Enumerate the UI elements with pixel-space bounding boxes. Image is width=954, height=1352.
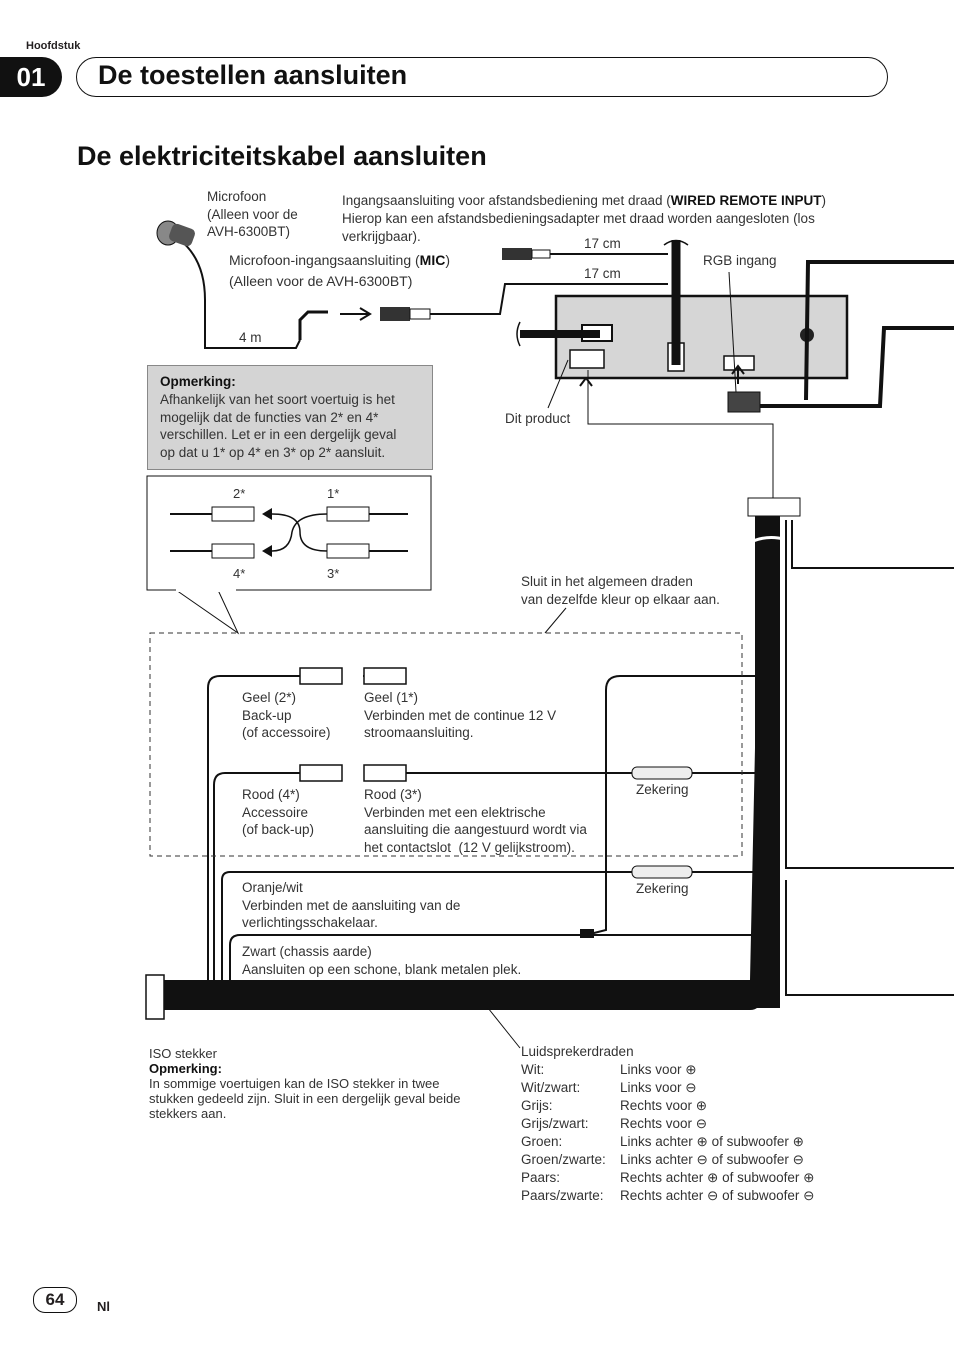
connector-1-label: 1* — [327, 486, 340, 501]
speaker-wire-desc: Links voor ⊖ — [620, 1080, 697, 1095]
wired-remote-desc: Hierop kan een afstandsbedieningsadapter met draad worden aangesloten (los verkrijgbaar). — [342, 211, 815, 244]
microphone-label: Microfoon (Alleen voor de AVH-6300BT) — [207, 189, 298, 239]
speaker-wire-color: Wit: — [521, 1062, 545, 1077]
length-4m: 4 m — [239, 330, 262, 345]
speaker-wire-row — [521, 1187, 814, 1205]
language-code: Nl — [97, 1299, 110, 1314]
speaker-wire-color: Paars/zwarte: — [521, 1188, 604, 1203]
iso-note-text: In sommige voertuigen kan de ISO stekker in twee stukken gedeeld zijn. Sluit in een dergelijk geval beide stekkers aan. — [149, 1076, 461, 1121]
connector-3-label: 3* — [327, 566, 340, 581]
length-17cm-a: 17 cm — [584, 236, 621, 251]
speaker-wire-row — [521, 1133, 814, 1151]
chapter-title: De toestellen aansluiten — [98, 60, 408, 90]
page-number: 64 — [33, 1287, 77, 1313]
mic-input-sub: (Alleen voor de AVH-6300BT) — [229, 273, 413, 289]
fuse-label-a: Zekering — [636, 782, 689, 797]
speaker-wire-row — [521, 1097, 814, 1115]
red-4-label: Rood (4*) Accessoire (of back-up) — [242, 787, 315, 837]
chapter-label: Hoofdstuk — [26, 40, 81, 52]
chapter-number: 01 — [0, 57, 62, 97]
speaker-wire-table — [521, 1061, 814, 1205]
orange-white-label: Oranje/wit Verbinden met de aansluiting van de verlichtingsschakelaar. — [242, 880, 461, 930]
yellow-2-label: Geel (2*) Back-up (of accessoire) — [242, 690, 331, 740]
speaker-wire-desc: Rechts voor ⊖ — [620, 1116, 708, 1131]
speaker-wire-row — [521, 1169, 814, 1187]
speaker-wire-desc: Links achter ⊕ of subwoofer ⊕ — [620, 1134, 804, 1149]
speaker-wire-color: Groen: — [521, 1134, 563, 1149]
speaker-wire-color: Grijs/zwart: — [521, 1116, 589, 1131]
this-product-label: Dit product — [505, 411, 571, 426]
length-17cm-b: 17 cm — [584, 266, 621, 281]
speaker-wire-row — [521, 1079, 814, 1097]
speaker-wire-row — [521, 1115, 814, 1133]
note-title: Opmerking: — [160, 374, 236, 389]
red-3-label: Rood (3*) Verbinden met een elektrische aansluiting die aangestuurd wordt via het contactslot (12 V gelijkstroom). — [364, 787, 587, 855]
iso-plug-label: ISO stekker — [149, 1046, 217, 1061]
mic-input-label: Microfoon-ingangsaansluiting (MIC) — [229, 252, 451, 268]
fuse-label-b: Zekering — [636, 881, 689, 896]
speaker-wire-desc: Rechts achter ⊕ of subwoofer ⊕ — [620, 1170, 815, 1185]
section-title: De elektriciteitskabel aansluiten — [77, 141, 487, 171]
speaker-wire-desc: Links achter ⊖ of subwoofer ⊖ — [620, 1152, 804, 1167]
speaker-wire-row — [521, 1061, 814, 1079]
speaker-wire-desc: Links voor ⊕ — [620, 1062, 697, 1077]
speaker-wire-color: Paars: — [521, 1170, 561, 1185]
speaker-wire-desc: Rechts achter ⊖ of subwoofer ⊖ — [620, 1188, 815, 1203]
note-text: Afhankelijk van het soort voertuig is het mogelijk dat de functies van 2* en 4* verschillen. Let er in een dergelijk geval op dat u 1* op 4* en 3* op 2* aansluit. — [160, 392, 397, 460]
speaker-wire-row — [521, 1151, 814, 1169]
speaker-wire-desc: Rechts voor ⊕ — [620, 1098, 708, 1113]
connector-2-label: 2* — [233, 486, 246, 501]
black-ground-label: Zwart (chassis aarde) Aansluiten op een schone, blank metalen plek. — [242, 944, 522, 977]
speaker-wire-color: Wit/zwart: — [521, 1080, 581, 1095]
speaker-wires-title: Luidsprekerdraden — [521, 1044, 634, 1059]
same-colour-note: Sluit in het algemeen draden van dezelfde kleur op elkaar aan. — [521, 574, 720, 607]
speaker-wire-color: Groen/zwarte: — [521, 1152, 606, 1167]
iso-note-title: Opmerking: — [149, 1061, 222, 1076]
connector-4-label: 4* — [233, 566, 246, 581]
rgb-input-label: RGB ingang — [703, 253, 777, 268]
wired-remote-label: Ingangsaansluiting voor afstandsbediening met draad (WIRED REMOTE INPUT) — [342, 193, 826, 208]
speaker-wire-color: Grijs: — [521, 1098, 553, 1113]
yellow-1-label: Geel (1*) Verbinden met de continue 12 V stroomaansluiting. — [364, 690, 557, 740]
